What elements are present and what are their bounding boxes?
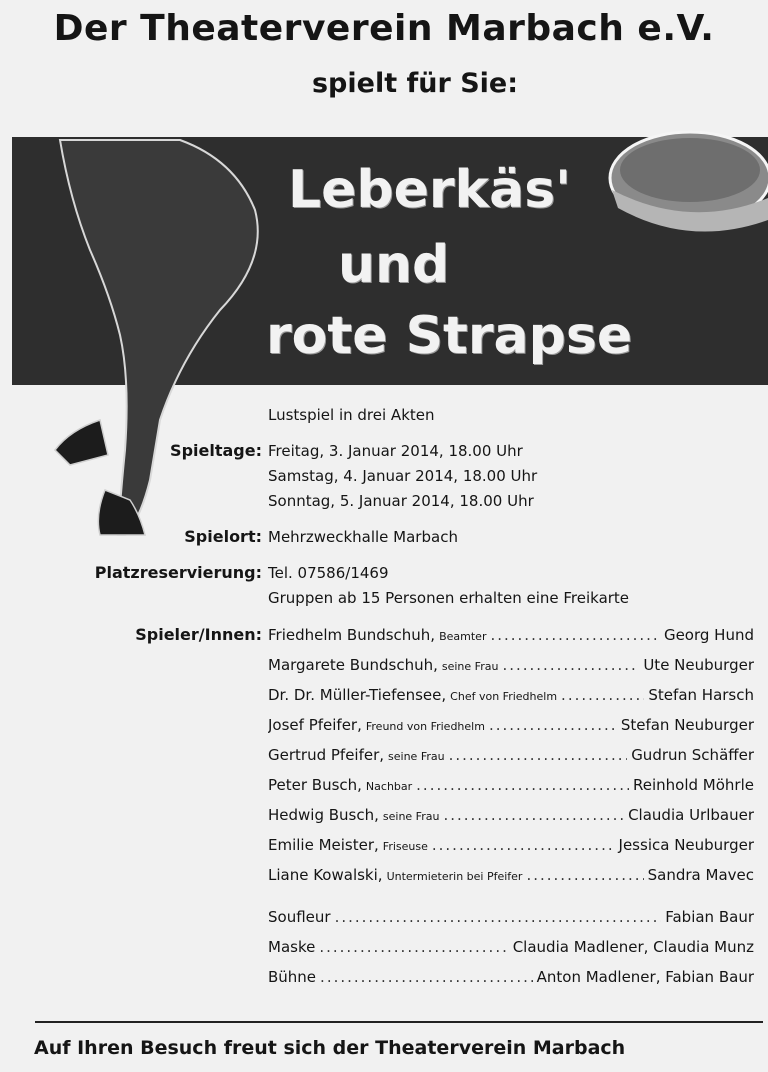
cast-actor: Jessica Neuburger — [618, 836, 754, 854]
cast-name: Dr. Dr. Müller-Tiefensee, — [268, 686, 447, 704]
cast-role: seine Frau — [388, 750, 445, 763]
label-spielort: Spielort: — [184, 527, 262, 546]
cast-role: Chef von Friedhelm — [450, 690, 558, 703]
footer-text: Auf Ihren Besuch freut sich der Theaterverein Marbach — [34, 1037, 626, 1059]
cast-role: Freund von Friedhelm — [365, 720, 485, 733]
dot-leader — [489, 716, 617, 734]
cast-row — [268, 656, 754, 678]
cast-role: Untermieterin bei Pfeifer — [386, 870, 523, 883]
cast-role: Friseuse — [382, 840, 428, 853]
spieltag-2: Samstag, 4. Januar 2014, 18.00 Uhr — [268, 467, 538, 485]
play-title-line3: rote Strapse — [266, 306, 633, 366]
cast-row — [268, 686, 754, 708]
cast-row — [268, 776, 754, 798]
crew-actor: Anton Madlener, Fabian Baur — [536, 968, 754, 986]
dot-leader — [320, 968, 533, 986]
cast-name: Margarete Bundschuh, — [268, 656, 438, 674]
cast-name: Friedhelm Bundschuh, — [268, 626, 436, 644]
crew-name: Maske — [268, 938, 316, 956]
cast-actor: Georg Hund — [663, 626, 754, 644]
cast-row — [268, 716, 754, 738]
cast-row — [268, 806, 754, 828]
cast-actor: Gudrun Schäffer — [631, 746, 754, 764]
crew-row — [268, 968, 754, 990]
play-title-line2: und — [338, 235, 450, 295]
dot-leader — [561, 686, 644, 704]
reservierung-gruppen: Gruppen ab 15 Personen erhalten eine Freikarte — [268, 589, 630, 607]
cast-role: seine Frau — [382, 810, 440, 823]
dot-leader — [490, 626, 659, 644]
cast-actor: Reinhold Möhrle — [633, 776, 754, 794]
label-spieler: Spieler/Innen: — [135, 625, 262, 644]
crew-actor: Claudia Madlener, Claudia Munz — [512, 938, 754, 956]
cast-name: Gertrud Pfeifer, — [268, 746, 385, 764]
reservierung-tel: Tel. 07586/1469 — [268, 564, 389, 582]
dot-leader — [443, 806, 624, 824]
cast-actor: Ute Neuburger — [643, 656, 754, 674]
cast-actor: Stefan Harsch — [648, 686, 754, 704]
crew-row — [268, 908, 754, 930]
cast-row — [268, 626, 754, 648]
leg-illustration — [60, 140, 258, 535]
cast-role: seine Frau — [441, 660, 499, 673]
crew-actor: Fabian Baur — [665, 908, 754, 926]
dot-leader — [335, 908, 662, 926]
label-reservierung: Platzreservierung: — [94, 563, 262, 582]
dot-leader — [526, 866, 643, 884]
spielort-text: Mehrzweckhalle Marbach — [268, 528, 458, 546]
dot-leader — [432, 836, 615, 854]
cast-name: Emilie Meister, — [268, 836, 379, 854]
cast-name: Liane Kowalski, — [268, 866, 383, 884]
dot-leader — [502, 656, 639, 674]
cast-actor: Claudia Urlbauer — [628, 806, 754, 824]
cast-name: Hedwig Busch, — [268, 806, 379, 824]
cast-name: Peter Busch, — [268, 776, 362, 794]
spieltag-3: Sonntag, 5. Januar 2014, 18.00 Uhr — [268, 492, 534, 510]
cast-actor: Sandra Mavec — [647, 866, 754, 884]
footer-divider — [35, 1021, 763, 1023]
play-title-line1: Leberkäs' — [288, 160, 572, 220]
dot-leader — [416, 776, 629, 794]
cast-row — [268, 866, 754, 888]
cast-name: Josef Pfeifer, — [268, 716, 362, 734]
crew-name: Bühne — [268, 968, 317, 986]
dot-leader — [319, 938, 508, 956]
cast-role: Nachbar — [365, 780, 413, 793]
genre-text: Lustspiel in drei Akten — [268, 406, 435, 424]
spieltag-1: Freitag, 3. Januar 2014, 18.00 Uhr — [268, 442, 523, 460]
poster-subtitle: spielt für Sie: — [311, 68, 519, 99]
cast-row — [268, 746, 754, 768]
crew-row — [268, 938, 754, 960]
cast-role: Beamter — [439, 630, 487, 643]
leberkaes-illustration — [610, 132, 768, 232]
crew-name: Soufleur — [268, 908, 331, 926]
cast-actor: Stefan Neuburger — [620, 716, 754, 734]
dot-leader — [449, 746, 628, 764]
label-spieltage: Spieltage: — [170, 441, 262, 460]
poster-title: Der Theaterverein Marbach e.V. — [53, 8, 715, 49]
cast-row — [268, 836, 754, 858]
